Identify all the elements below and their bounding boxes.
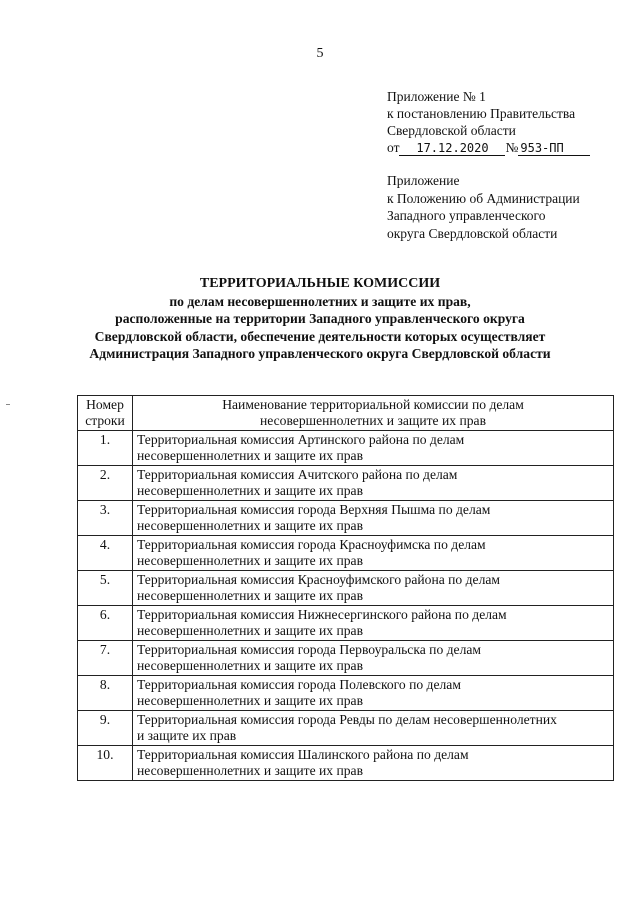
table-row [78,676,614,711]
row-number: 8. [78,676,133,711]
table-row [78,431,614,466]
row-number: 9. [78,711,133,746]
table-row [78,711,614,746]
title-main: ТЕРРИТОРИАЛЬНЫЕ КОМИССИИ [199,276,441,291]
commission-name [133,536,614,571]
commission-name-line-1: Территориальная комиссия города Полевского по делам [137,677,461,692]
commission-name-line-2: несовершеннолетних и защите их прав [137,553,364,568]
title-line-5: Администрация Западного управленческого округа Свердловской области [89,346,551,361]
commission-name [133,571,614,606]
appendix-2-line-4: округа Свердловской области [387,225,558,241]
date-prefix: от [387,140,400,155]
row-number: 7. [78,641,133,676]
row-number: 2. [78,466,133,501]
commission-name [133,466,614,501]
appendix-1-dateline [387,139,627,156]
table-row [78,606,614,641]
commission-name-line-1: Территориальная комиссия Красноуфимского района по делам [137,572,500,587]
commission-name-line-2: несовершеннолетних и защите их прав [137,588,364,603]
commission-name [133,711,614,746]
commission-name-line-2: несовершеннолетних и защите их прав [137,763,364,778]
header-row-number [78,396,133,431]
table-row [78,571,614,606]
commission-name-line-2: несовершеннолетних и защите их прав [137,448,364,463]
commission-name [133,431,614,466]
title-line-3: расположенные на территории Западного управленческого округа [115,311,525,326]
appendix-2-line-3: Западного управленческого [387,208,546,223]
appendix-1-region: Свердловской области [387,123,516,138]
commission-name [133,501,614,536]
appendix-2-block [387,172,627,242]
page-number: 5 [316,46,324,61]
row-number: 1. [78,431,133,466]
commission-name-line-2: несовершеннолетних и защите их прав [137,693,364,708]
table-header-row [78,396,614,431]
commission-name [133,606,614,641]
commission-name-line-2: несовершеннолетних и защите их прав [137,518,364,533]
row-number: 3. [78,501,133,536]
commission-name [133,676,614,711]
commission-name-line-2: несовершеннолетних и защите их прав [137,483,364,498]
commission-name [133,641,614,676]
row-number: 5. [78,571,133,606]
commission-name-line-1: Территориальная комиссия города Верхняя Пышма по делам [137,502,491,517]
commission-name-line-1: Территориальная комиссия города Первоуральска по делам [137,642,482,657]
appendix-2-title: Приложение [387,173,460,188]
header-name-line-2: несовершеннолетних и защите их прав [259,413,486,428]
document-title [0,275,640,363]
appendix-1-block [387,88,627,156]
resolution-number: 953-ПП [518,141,590,156]
commission-name-line-1: Территориальная комиссия города Красноуфимска по делам [137,537,486,552]
row-number: 6. [78,606,133,641]
table-row [78,641,614,676]
margin-mark [6,404,10,405]
title-line-2: по делам несовершеннолетних и защите их прав, [169,293,471,309]
commission-name-line-1: Территориальная комиссия Шалинского района по делам [137,747,469,762]
commission-name-line-1: Территориальная комиссия Артинского района по делам [137,432,465,447]
header-commission-name [133,396,614,431]
commission-name-line-2: и защите их прав [137,728,237,743]
table-row [78,536,614,571]
commission-name [133,746,614,781]
commission-name-line-1: Территориальная комиссия Ачитского района по делам [137,467,458,482]
table-row [78,466,614,501]
appendix-1-title: Приложение № 1 [387,89,486,104]
row-number: 10. [78,746,133,781]
title-line-4: Свердловской области, обеспечение деятельности которых осуществляет [94,328,546,344]
commission-name-line-2: несовершеннолетних и защите их прав [137,623,364,638]
resolution-date: 17.12.2020 [399,141,505,156]
header-num-line-2: строки [85,413,125,428]
table-row [78,746,614,781]
header-name-line-1: Наименование территориальной комиссии по делам [222,397,524,412]
appendix-2-line-2: к Положению об Администрации [387,190,580,206]
appendix-1-resolution: к постановлению Правительства [387,106,576,121]
commission-name-line-1: Территориальная комиссия города Ревды по делам несовершеннолетних [137,712,557,727]
header-num-line-1: Номер [86,397,124,412]
table-row [78,501,614,536]
commissions-table [77,395,614,781]
number-prefix: № [505,140,519,155]
commission-name-line-2: несовершеннолетних и защите их прав [137,658,364,673]
commission-name-line-1: Территориальная комиссия Нижнесергинского района по делам [137,607,507,622]
row-number: 4. [78,536,133,571]
